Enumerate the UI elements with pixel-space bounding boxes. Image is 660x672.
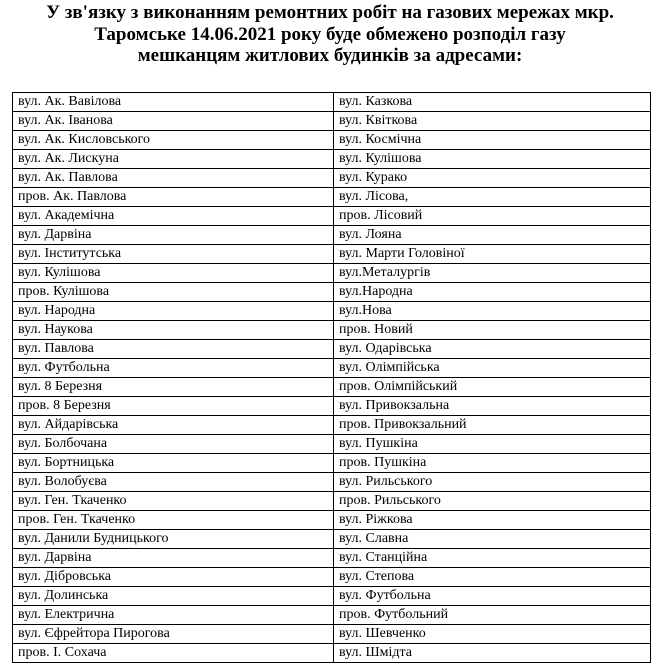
street-cell-right: вул. Курако [334, 169, 651, 188]
street-cell-left: пров. І. Сохача [13, 644, 334, 663]
street-cell-right: пров. Рильського [334, 492, 651, 511]
table-row [13, 644, 651, 663]
heading-line-2: Таромське 14.06.2021 року буде обмежено розподіл газу [94, 23, 566, 45]
street-cell-left: пров. Кулішова [13, 283, 334, 302]
street-cell-left: вул. Кулішова [13, 264, 334, 283]
table-row [13, 530, 651, 549]
street-cell-left: вул. Дарвіна [13, 549, 334, 568]
table-row [13, 302, 651, 321]
table-row [13, 188, 651, 207]
street-cell-left: вул. Павлова [13, 340, 334, 359]
street-cell-left: вул. Долинська [13, 587, 334, 606]
table-row [13, 169, 651, 188]
street-cell-left: вул. Дібровська [13, 568, 334, 587]
street-cell-right: вул. Кулішова [334, 150, 651, 169]
street-cell-right: пров. Привокзальний [334, 416, 651, 435]
street-cell-left: вул. Ак. Іванова [13, 112, 334, 131]
table-row [13, 378, 651, 397]
table-row [13, 283, 651, 302]
street-cell-left: вул. Айдарівська [13, 416, 334, 435]
table-row [13, 340, 651, 359]
table-row [13, 93, 651, 112]
street-cell-right: пров. Лісовий [334, 207, 651, 226]
table-row [13, 150, 651, 169]
table-row [13, 435, 651, 454]
street-cell-right: пров. Футбольний [334, 606, 651, 625]
street-cell-right: вул. Одарівська [334, 340, 651, 359]
table-row [13, 473, 651, 492]
table-row [13, 587, 651, 606]
street-cell-right: вул. Шмідта [334, 644, 651, 663]
street-cell-left: пров. Ак. Павлова [13, 188, 334, 207]
table-row [13, 245, 651, 264]
table-row [13, 511, 651, 530]
street-table-body [13, 93, 651, 663]
street-cell-right: вул. Ріжкова [334, 511, 651, 530]
street-cell-right: вул. Степова [334, 568, 651, 587]
street-cell-left: вул. Народна [13, 302, 334, 321]
street-cell-left: вул. Ак. Вавілова [13, 93, 334, 112]
table-row [13, 131, 651, 150]
street-cell-right: вул. Олімпійська [334, 359, 651, 378]
street-cell-left: вул. Ак. Кисловського [13, 131, 334, 150]
street-cell-left: вул. Ак. Лискуна [13, 150, 334, 169]
table-row [13, 416, 651, 435]
street-cell-left: вул. Дарвіна [13, 226, 334, 245]
street-cell-right: вул. Привокзальна [334, 397, 651, 416]
street-cell-right: вул. Футбольна [334, 587, 651, 606]
street-cell-right: вул. Рильського [334, 473, 651, 492]
table-row [13, 207, 651, 226]
table-row [13, 112, 651, 131]
street-cell-left: вул. Електрична [13, 606, 334, 625]
street-cell-left: вул. Єфрейтора Пирогова [13, 625, 334, 644]
street-cell-left: вул. Ак. Павлова [13, 169, 334, 188]
table-row [13, 549, 651, 568]
street-cell-right: вул. Казкова [334, 93, 651, 112]
street-cell-right: вул. Лояна [334, 226, 651, 245]
street-cell-left: вул. Інститутська [13, 245, 334, 264]
street-cell-right: пров. Пушкіна [334, 454, 651, 473]
table-row [13, 359, 651, 378]
street-cell-left: вул. Наукова [13, 321, 334, 340]
street-cell-right: пров. Олімпійський [334, 378, 651, 397]
street-cell-right: вул. Марти Головіної [334, 245, 651, 264]
street-address-table [12, 92, 651, 663]
street-cell-left: вул. Данили Будницького [13, 530, 334, 549]
street-cell-left: вул. Бортницька [13, 454, 334, 473]
street-cell-right: вул. Лісова, [334, 188, 651, 207]
street-cell-right: вул.Народна [334, 283, 651, 302]
table-row [13, 454, 651, 473]
street-cell-right: вул. Пушкіна [334, 435, 651, 454]
street-cell-right: вул. Квіткова [334, 112, 651, 131]
street-cell-right: вул.Металургів [334, 264, 651, 283]
table-row [13, 264, 651, 283]
street-cell-left: вул. Волобуєва [13, 473, 334, 492]
table-row [13, 625, 651, 644]
heading-line-3: мешканцям житлових будинків за адресами: [137, 45, 523, 66]
table-row [13, 397, 651, 416]
street-cell-left: вул. Ген. Ткаченко [13, 492, 334, 511]
table-row [13, 568, 651, 587]
street-cell-left: пров. Ген. Ткаченко [13, 511, 334, 530]
heading-line-1: У зв'язку з виконанням ремонтних робіт на газових мережах мкр. [46, 2, 614, 23]
street-cell-left: вул. Академічна [13, 207, 334, 226]
table-row [13, 226, 651, 245]
street-cell-left: пров. 8 Березня [13, 397, 334, 416]
table-row [13, 492, 651, 511]
street-cell-right: вул. Станційна [334, 549, 651, 568]
street-cell-right: вул. Славна [334, 530, 651, 549]
street-cell-right: вул. Шевченко [334, 625, 651, 644]
street-cell-right: пров. Новий [334, 321, 651, 340]
street-cell-left: вул. 8 Березня [13, 378, 334, 397]
table-row [13, 606, 651, 625]
street-cell-left: вул. Футбольна [13, 359, 334, 378]
table-row [13, 321, 651, 340]
street-cell-right: вул. Космічна [334, 131, 651, 150]
street-cell-left: вул. Болбочана [13, 435, 334, 454]
notice-heading [0, 2, 660, 67]
street-cell-right: вул.Нова [334, 302, 651, 321]
